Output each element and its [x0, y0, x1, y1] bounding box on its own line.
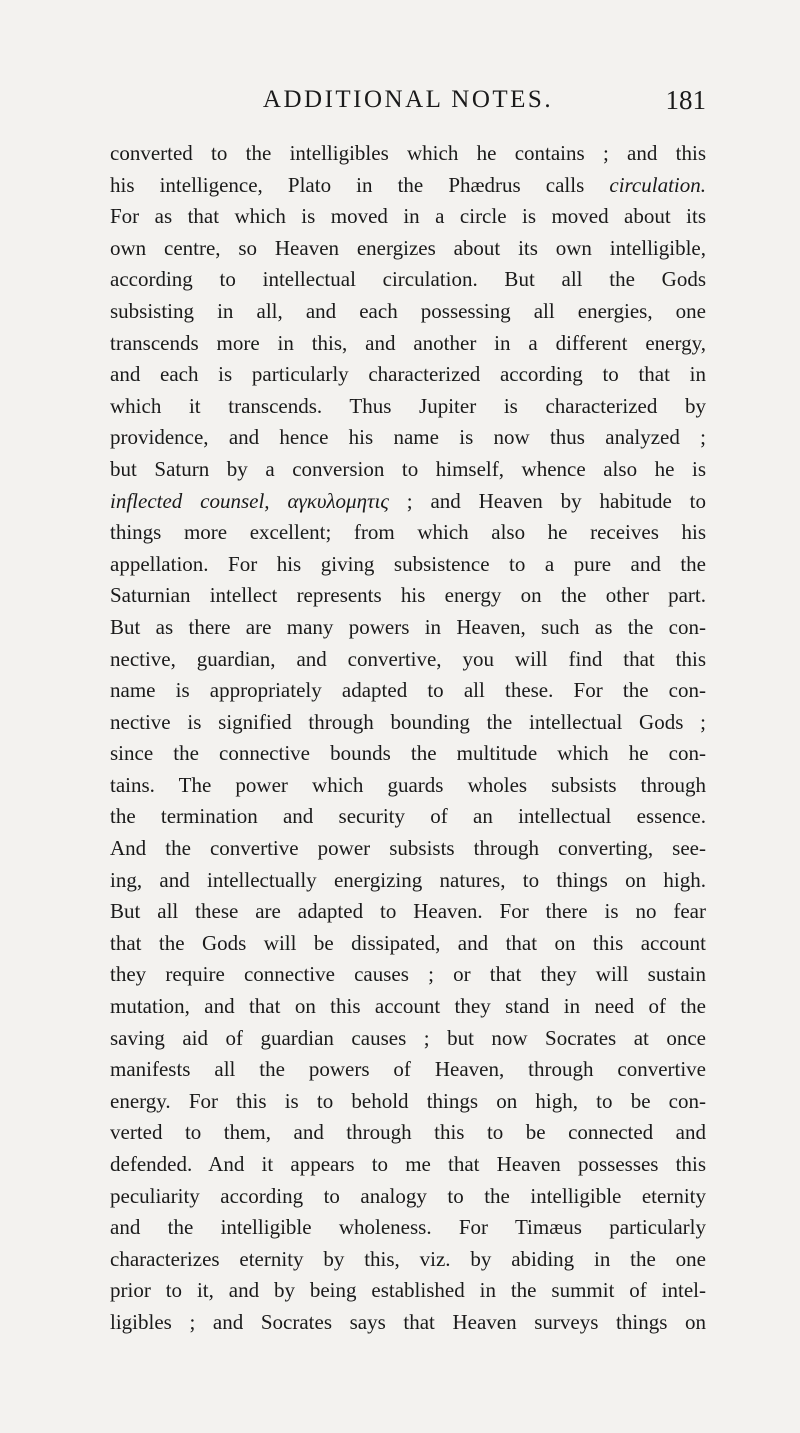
- text-line: peculiarity according to analogy to the intelligible eternity: [110, 1183, 706, 1208]
- running-title: ADDITIONAL NOTES.: [262, 86, 554, 113]
- text-line: nective, guardian, and convertive, you will find that this: [110, 646, 706, 671]
- text-line: But all these are adapted to Heaven. For there is no fear: [110, 899, 706, 924]
- text-line: manifests all the powers of Heaven, through convertive: [110, 1057, 706, 1082]
- text-line: defended. And it appears to me that Heaven possesses this: [110, 1152, 706, 1176]
- running-header: [110, 80, 706, 120]
- page-number: 181: [665, 85, 706, 115]
- body-text: [110, 138, 706, 1339]
- text-line: according to intellectual circulation. But all the Gods: [110, 267, 706, 292]
- text-line: subsisting in all, and each possessing all energies, one: [110, 298, 706, 323]
- text-line: And the convertive power subsists through converting, see-: [110, 836, 706, 861]
- text-line: things more excellent; from which also he receives his: [110, 520, 706, 545]
- text-line: they require connective causes ; or that they will sustain: [110, 962, 706, 987]
- text-line: own centre, so Heaven energizes about its own intelligible,: [110, 235, 706, 260]
- text-line: For as that which is moved in a circle is moved about its: [110, 204, 706, 229]
- text-line: characterizes eternity by this, viz. by abiding in the one: [110, 1246, 706, 1271]
- text-line: providence, and hence his name is now thus analyzed ;: [110, 425, 706, 450]
- text-line: saving aid of guardian causes ; but now Socrates at once: [110, 1025, 706, 1050]
- text-line: and the intelligible wholeness. For Timæus particularly: [110, 1215, 706, 1240]
- text-line: nective is signified through bounding the intellectual Gods ;: [110, 709, 706, 734]
- text-line: ing, and intellectually energizing natures, to things on high.: [110, 867, 706, 892]
- text-line: that the Gods will be dissipated, and that on this account: [110, 930, 706, 955]
- text-line: his intelligence, Plato in the Phædrus calls circulation.: [110, 172, 706, 197]
- text-line: converted to the intelligibles which he contains ; and this: [110, 141, 706, 165]
- text-line: ligibles ; and Socrates says that Heaven surveys things on: [110, 1309, 706, 1334]
- text-line: which it transcends. Thus Jupiter is characterized by: [110, 393, 706, 418]
- text-line: but Saturn by a conversion to himself, whence also he is: [110, 456, 706, 481]
- text-line: energy. For this is to behold things on high, to be con-: [110, 1088, 706, 1113]
- text-line: appellation. For his giving subsistence to a pure and the: [110, 551, 706, 576]
- text-line: transcends more in this, and another in a different energy,: [110, 330, 706, 355]
- text-line: But as there are many powers in Heaven, such as the con-: [110, 614, 706, 639]
- text-line: inflected counsel, αγκυλομητις ; and Heaven by habitude to: [110, 488, 706, 513]
- text-line: name is appropriately adapted to all these. For the con-: [110, 678, 706, 703]
- text-line: Saturnian intellect represents his energy on the other part.: [110, 583, 706, 608]
- text-line: prior to it, and by being established in the summit of intel-: [110, 1278, 706, 1303]
- text-line: since the connective bounds the multitude which he con-: [110, 741, 706, 766]
- text-line: verted to them, and through this to be connected and: [110, 1120, 706, 1145]
- text-line: and each is particularly characterized according to that in: [110, 362, 706, 387]
- text-line: tains. The power which guards wholes subsists through: [110, 772, 706, 797]
- text-line: mutation, and that on this account they stand in need of the: [110, 994, 706, 1019]
- text-line: the termination and security of an intellectual essence.: [110, 804, 706, 829]
